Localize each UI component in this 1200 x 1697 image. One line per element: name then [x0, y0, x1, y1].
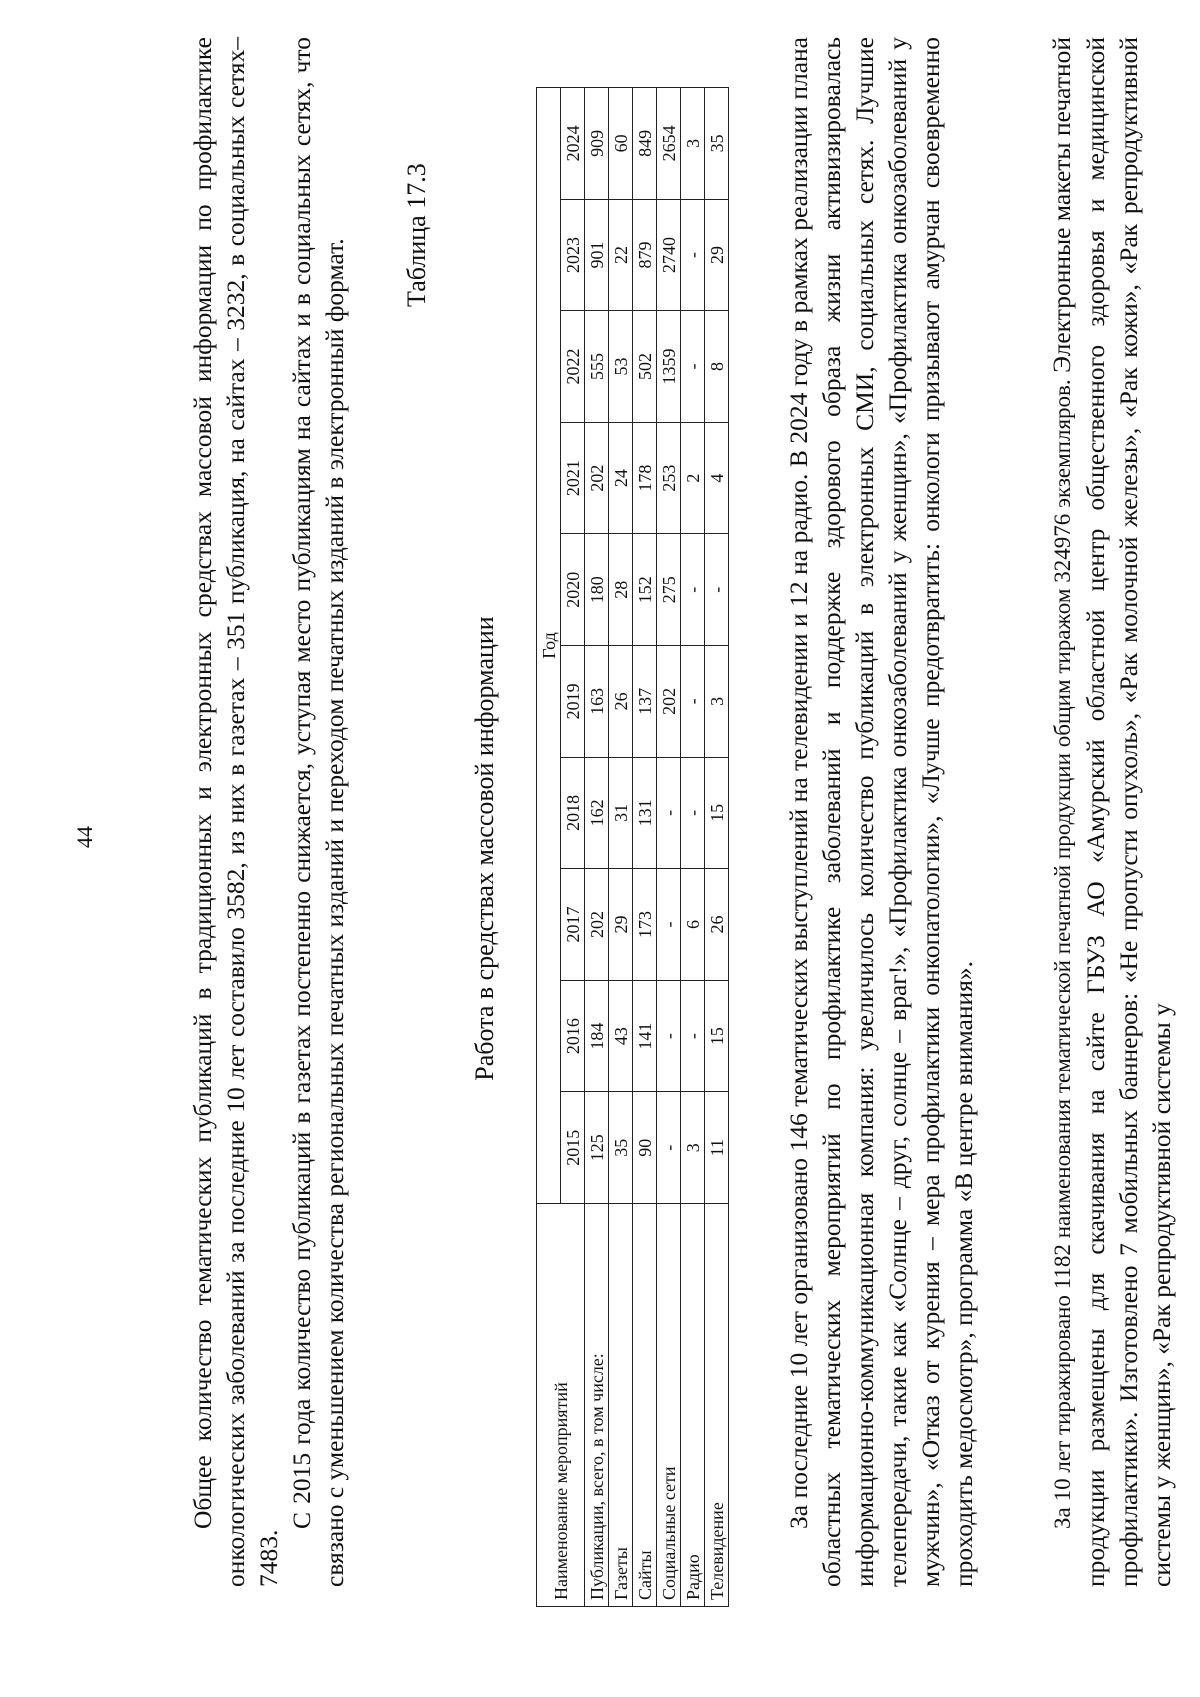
table-cell: 60 [609, 88, 633, 200]
table-cell: 3 [681, 1092, 705, 1204]
table-cell: - [681, 980, 705, 1092]
column-header-year-group: Год [537, 88, 561, 1204]
table-cell: 180 [585, 534, 609, 646]
table-cell: 202 [585, 422, 609, 534]
table-cell: 29 [705, 199, 729, 311]
table-cell: - [657, 757, 681, 869]
table-cell: 26 [705, 869, 729, 981]
table-cell: 879 [633, 199, 657, 311]
row-label: Социальные сети [657, 1204, 681, 1607]
column-header-year: 2023 [561, 199, 585, 311]
table-cell: 202 [657, 646, 681, 758]
table-cell: 90 [633, 1092, 657, 1204]
row-label: Радио [681, 1204, 705, 1607]
table-cell: 555 [585, 311, 609, 423]
table-row [705, 88, 729, 1607]
table-cell: 3 [681, 88, 705, 200]
table-cell: 35 [609, 1092, 633, 1204]
table-cell: 53 [609, 311, 633, 423]
table-cell: 6 [681, 869, 705, 981]
table-cell: - [681, 646, 705, 758]
table-cell: 202 [585, 869, 609, 981]
table-cell: 31 [609, 757, 633, 869]
table-cell: - [681, 311, 705, 423]
row-label: Телевидение [705, 1204, 729, 1607]
table-cell: 8 [705, 311, 729, 423]
column-header-year: 2016 [561, 980, 585, 1092]
table-cell: - [657, 980, 681, 1092]
table-cell: 3 [705, 646, 729, 758]
column-header-year: 2017 [561, 869, 585, 981]
table-cell: 253 [657, 422, 681, 534]
paragraph-tv-radio [782, 37, 980, 1587]
row-label: Публикации, всего, в том числе: [585, 1204, 609, 1607]
table-cell: 1359 [657, 311, 681, 423]
table-cell: 137 [633, 646, 657, 758]
table-cell: - [657, 1092, 681, 1204]
row-label: Газеты [609, 1204, 633, 1607]
table-cell: 275 [657, 534, 681, 646]
column-header-year: 2022 [561, 311, 585, 423]
column-header-year: 2018 [561, 757, 585, 869]
paragraph-2-text: С 2015 года количество публикаций в газетах постепенно снижается, уступая место публикациям на сайтах и в социальных сетях, что связано с уменьшением количества региональных печатных изданий и переходом печатных изданий в электронный формат. [287, 37, 349, 1587]
table-cell: 15 [705, 757, 729, 869]
table-cell: - [705, 534, 729, 646]
table-cell: 909 [585, 88, 609, 200]
table-row [609, 88, 633, 1607]
paragraph-1-text: Общее количество тематических публикаций в традиционных и электронных средствах массовой информации по профилактике онкологических заболеваний за последние 10 лет составило 3582, из них в газетах – 351 публикация, на сайтах – 3232, в социальных сетях– 7483. [188, 37, 283, 1587]
table-cell: 22 [609, 199, 633, 311]
paragraph-3-text: За последние 10 лет организовано 146 тематических выступлений на телевидении и 12 на радио. В 2024 году в рамках реализации плана областных тематических мероприятий по профилактике заболеваний и поддержке здорового образа жизни активизировалась информационно-коммуникационная компания: увеличилось количество публикаций в электронных СМИ, социальных сетях. Лучшие телепередачи, такие как «Солнце – друг, солнце – враг!», «Профилактика онкозаболеваний у женщин», «Профилактика онкозаболеваний у мужчин», «Отказ от курения – мера профилактики онкопатологии», «Лучше предотвратить: онкологи призывают амурчан своевременно проходить медосмотр», программа «В центре внимания». [784, 37, 978, 1587]
column-header-year: 2024 [561, 88, 585, 200]
table-cell: 173 [633, 869, 657, 981]
column-header-year: 2019 [561, 646, 585, 758]
table-cell: 131 [633, 757, 657, 869]
column-header-year: 2020 [561, 534, 585, 646]
table-cell: 43 [609, 980, 633, 1092]
table-cell: 184 [585, 980, 609, 1092]
table-cell: 849 [633, 88, 657, 200]
column-header-year: 2021 [561, 422, 585, 534]
table-row [585, 88, 609, 1607]
table-cell: 2654 [657, 88, 681, 200]
table-cell: 125 [585, 1092, 609, 1204]
table-cell: 4 [705, 422, 729, 534]
paragraph-print-products [1045, 37, 1178, 1587]
table-cell: - [681, 757, 705, 869]
table-cell: 26 [609, 646, 633, 758]
column-header-name: Наименование мероприятий [537, 1204, 585, 1607]
table-cell: 24 [609, 422, 633, 534]
table-cell: 178 [633, 422, 657, 534]
row-label: Сайты [633, 1204, 657, 1607]
paragraph-publications-total [186, 37, 285, 1587]
page-number: 44 [72, 826, 97, 848]
table-caption: Таблица 17.3 [402, 163, 431, 307]
table-cell: 901 [585, 199, 609, 311]
table-cell: 28 [609, 534, 633, 646]
table-cell: 162 [585, 757, 609, 869]
table-cell: 2740 [657, 199, 681, 311]
paragraph-4-lead: За 10 лет тиражировано 1182 наименования тематической печатной продукции общим тиражом 324976 экземпляров. [1050, 379, 1075, 1529]
table-cell: - [657, 869, 681, 981]
table-row [681, 88, 705, 1607]
table-cell: 35 [705, 88, 729, 200]
table-header-row-1 [537, 88, 561, 1607]
table-cell: 141 [633, 980, 657, 1092]
paragraph-newspapers-decline [285, 37, 351, 1587]
table-cell: - [681, 199, 705, 311]
table-cell: 502 [633, 311, 657, 423]
table-row [633, 88, 657, 1607]
media-work-table [536, 87, 729, 1607]
table-cell: - [681, 534, 705, 646]
table-cell: 163 [585, 646, 609, 758]
table-cell: 15 [705, 980, 729, 1092]
table-cell: 11 [705, 1092, 729, 1204]
table-title: Работа в средствах массовой информации [470, 616, 499, 1081]
table-cell: 152 [633, 534, 657, 646]
paragraph-4-rest: Электронные макеты печатной продукции размещены для скачивания на сайте ГБУЗ АО «Амурский областной центр общественного здоровья и медицинской профилактики». Изготовлено 7 мобильных баннеров: «Не пропусти опухоль», «Рак молочной железы», «Рак кожи», «Рак репродуктивной системы у женщин», «Рак репродуктивной системы у [1047, 36, 1176, 1587]
table-cell: 29 [609, 869, 633, 981]
table-row [657, 88, 681, 1607]
column-header-year: 2015 [561, 1092, 585, 1204]
table-cell: 2 [681, 422, 705, 534]
